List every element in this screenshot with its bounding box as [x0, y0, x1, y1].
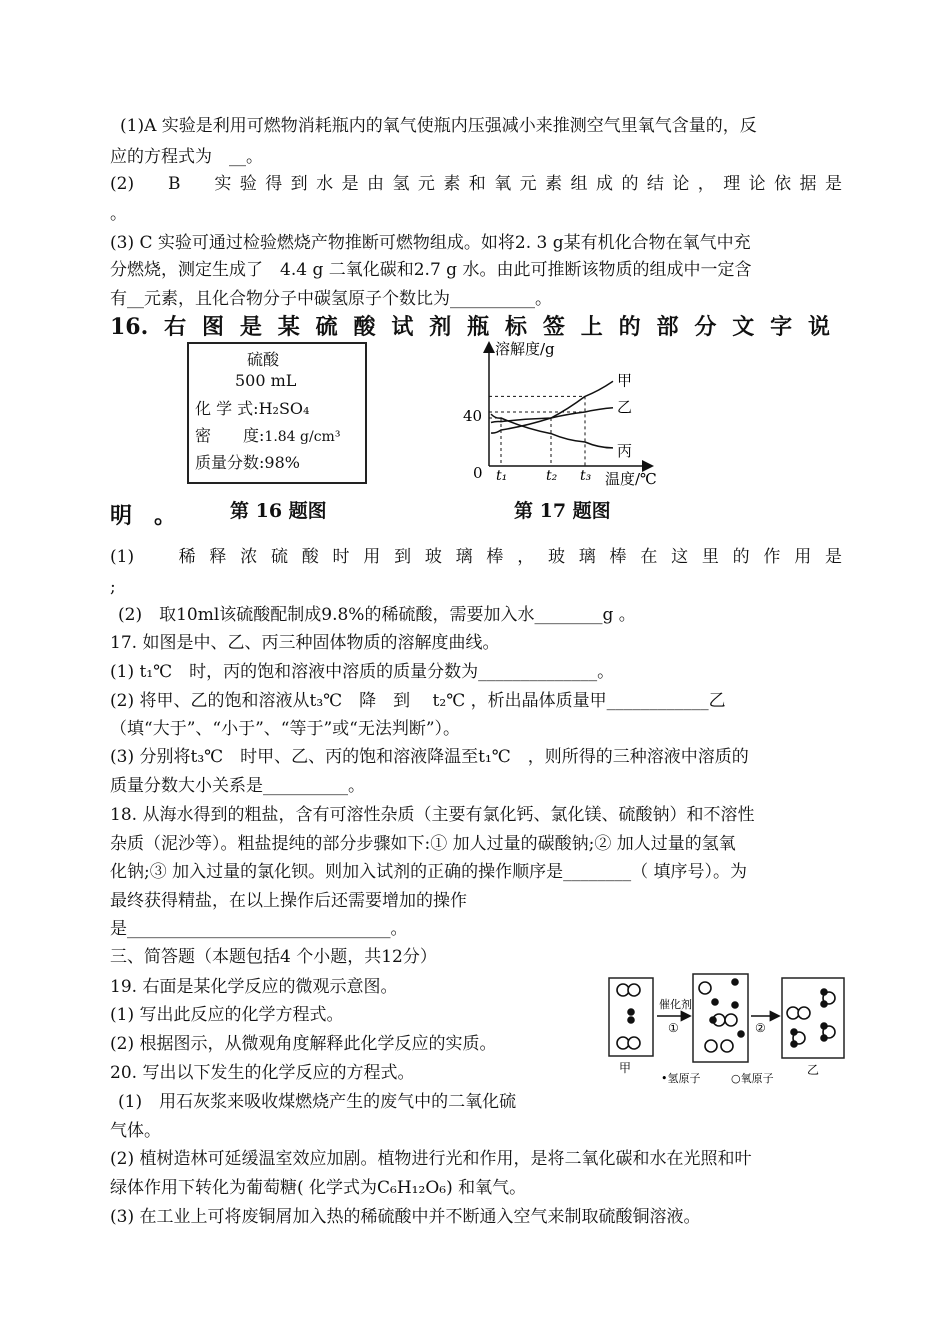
label-volume: 500 mL	[235, 371, 297, 390]
q16-part1-line1: (1) 稀释浓硫酸时用到玻璃棒，玻璃棒在这里的作用是	[110, 547, 842, 567]
q17-part3-line1: (3) 分别将t₃℃ 时甲、乙、丙的饱和溶液降温至t₁℃ ，则所得的三种溶液中溶质的	[110, 747, 749, 767]
q18-line5: 是_______________________________。	[110, 919, 408, 939]
q15-part3-line1: (3) C 实验可通过检验燃烧产物推断可燃物组成。如将2. 3 g某有机化合物在氧气中充	[110, 233, 751, 253]
origin-label: 0	[473, 464, 483, 482]
series-label-3: 丙	[617, 441, 633, 460]
q18-line1: 18. 从海水得到的粗盐，含有可溶性杂质（主要有氯化钙、氯化镁、硫酸钠）和不溶性	[110, 805, 755, 825]
label-formula: H₂SO₄	[258, 399, 310, 418]
label-mass-key: 质量分数:	[195, 453, 265, 472]
legend-oxygen: ○氧原子	[731, 1072, 774, 1085]
q18-line2: 杂质（泥沙等）。粗盐提纯的部分步骤如下:① 加人过量的碳酸钠;② 加人过量的氢氧	[110, 834, 736, 854]
figure16-caption: 第 16 题图	[230, 500, 327, 522]
figure17-caption: 第 17 题图	[514, 500, 611, 522]
x-tick-3: t₃	[580, 468, 592, 484]
q18-line3: 化钠;③ 加入过量的氯化钡。则加入试剂的正确的操作顺序是________（ 填序号）。为	[110, 862, 748, 882]
label-formula-key: 化 学 式:	[195, 399, 259, 418]
series-label-1: 甲	[617, 371, 633, 390]
label-mass: 98%	[264, 453, 300, 472]
sulfuric-acid-label	[187, 342, 367, 484]
q17-part3-line2: 质量分数大小关系是__________。	[110, 776, 365, 796]
x-tick-1: t₁	[496, 468, 508, 484]
q16-heading-end: 明 。	[110, 503, 177, 529]
y-tick-40: 40	[463, 407, 483, 425]
label-name: 硫酸	[247, 350, 280, 369]
atoms-middle	[699, 979, 744, 1052]
curve-3	[491, 414, 613, 448]
series-label-2: 乙	[617, 397, 633, 416]
catalyst-label: 催化剂	[659, 998, 692, 1011]
q20-heading: 20. 写出以下发生的化学反应的方程式。	[110, 1063, 415, 1083]
curve-2	[491, 408, 613, 423]
q17-part2-line1: (2) 将甲、乙的饱和溶液从t₃℃ 降 到 t₂℃ ，析出晶体质量甲____________乙	[110, 691, 726, 711]
q15-part3-line3: 有__元素，且化合物分子中碳氢原子个数比为__________。	[110, 289, 552, 309]
q20-part3: (3) 在工业上可将废铜屑加入热的稀硫酸中并不断通入空气来制取硫酸铜溶液。	[110, 1207, 701, 1227]
q18-line4: 最终获得精盐，在以上操作后还需要增加的操作	[110, 891, 467, 911]
q20-part2-line2: 绿体作用下转化为葡萄糖( 化学式为C₆H₁₂O₆) 和氧气。	[110, 1178, 527, 1198]
reaction-diagram	[605, 970, 850, 1090]
curve-1	[491, 381, 613, 433]
q20-part2-line1: (2) 植树造林可延缓温室效应加剧。植物进行光和作用，是将二氧化碳和水在光照和叶	[110, 1149, 752, 1169]
x-tick-2: t₂	[546, 468, 558, 484]
q20-part1-line1: (1) 用石灰浆来吸收煤燃烧产生的废气中的二氧化硫	[118, 1092, 517, 1112]
molecules-left	[617, 984, 640, 1049]
q20-part1-line2: 气体。	[110, 1121, 161, 1141]
y-axis-label: 溶解度/g	[495, 340, 555, 358]
q15-part2-line2: 。	[110, 204, 127, 224]
q15-part1-line2: 应的方程式为 __。	[110, 147, 263, 167]
q19-part2: (2) 根据图示，从微观角度解释此化学反应的实质。	[110, 1034, 497, 1054]
q17-part2-line2: （填“大于”、“小于”、“等于”或“无法判断”）。	[110, 719, 461, 739]
step2-label: ②	[755, 1021, 766, 1035]
molecules-right	[787, 989, 835, 1047]
q15-part1-line1: (1)A 实验是利用可燃物消耗瓶内的氧气使瓶内压强减小来推测空气里氧气含量的，反	[120, 116, 757, 136]
q15-part3-line2: 分燃烧，测定生成了 4.4 g 二氧化碳和2.7 g 水。由此可推断该物质的组成中一定含	[110, 260, 752, 280]
legend-hydrogen: •氢原子	[661, 1072, 701, 1085]
q16-heading: 16.右图是某硫酸试剂瓶标签上的部分文字说	[110, 314, 830, 340]
label-density: 1.84 g/cm³	[264, 429, 341, 445]
q19-part1: (1) 写出此反应的化学方程式。	[110, 1005, 344, 1025]
solubility-chart	[455, 338, 685, 490]
x-axis-label: 温度/℃	[605, 470, 657, 488]
step1-label: ①	[668, 1021, 679, 1035]
q17-heading: 17. 如图是中、乙、丙三种固体物质的溶解度曲线。	[110, 633, 500, 653]
q16-part1-line2: ;	[110, 577, 116, 597]
q16-part2: (2) 取10ml该硫酸配制成9.8%的稀硫酸，需要加入水________g 。	[118, 605, 636, 625]
q19-heading: 19. 右面是某化学反应的微观示意图。	[110, 977, 398, 997]
section3-heading: 三、简答题（本题包括4 个小题，共12分）	[110, 947, 437, 967]
q17-part1: (1) t₁℃ 时，丙的饱和溶液中溶质的质量分数为______________。	[110, 662, 615, 682]
q15-part2-line1: (2) B 实验得到水是由氢元素和氧元素组成的结论，理论依据是	[110, 174, 842, 194]
right-box-label: 乙	[807, 1063, 820, 1077]
label-density-key: 密 度:	[195, 426, 265, 445]
left-box-label: 甲	[619, 1061, 632, 1075]
